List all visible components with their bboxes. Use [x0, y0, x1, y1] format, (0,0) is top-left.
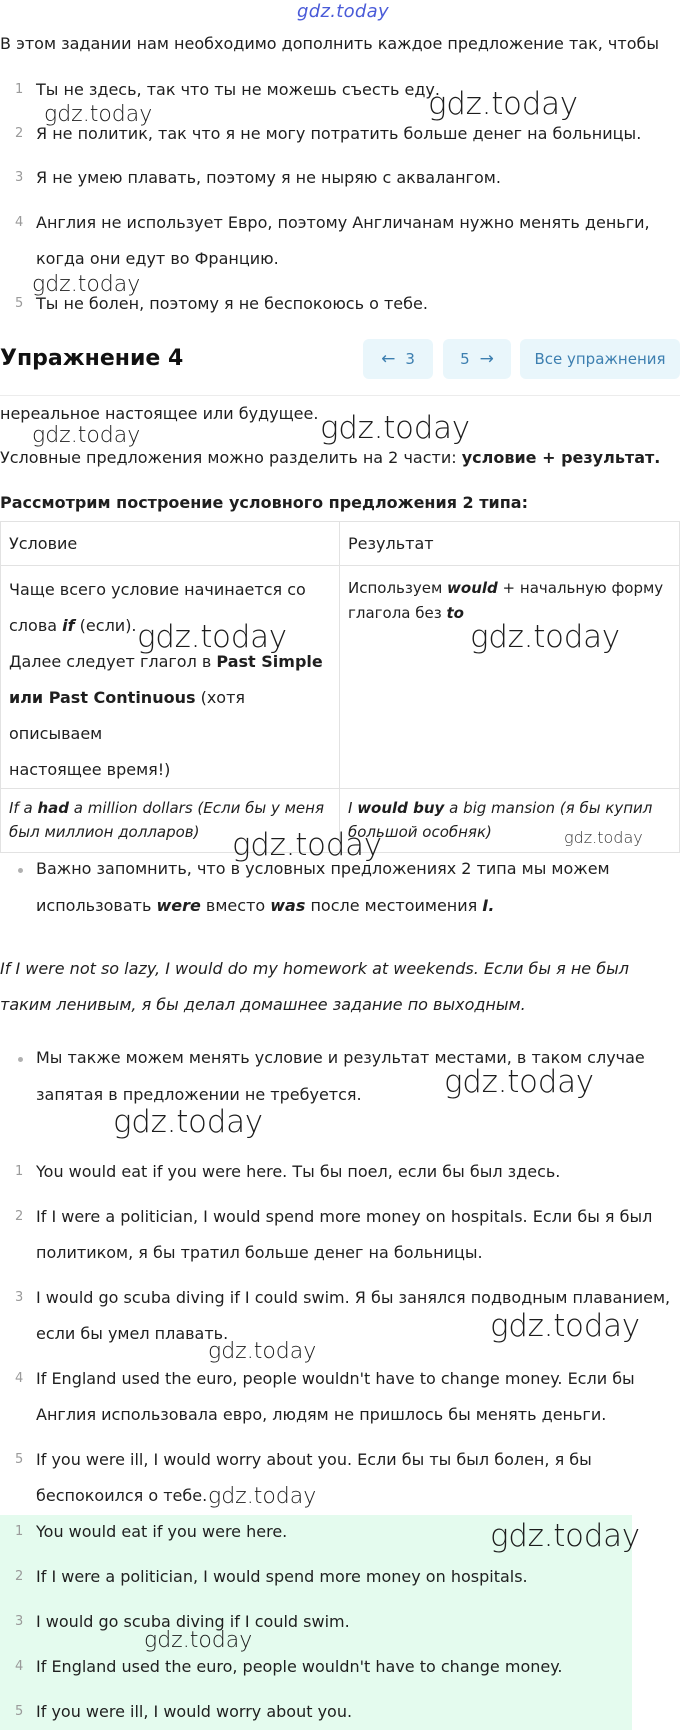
next-exercise-label: 5 [460, 350, 470, 368]
cell-emphasis: would [447, 579, 498, 597]
list-text: If England used the euro, people wouldn't have to change money. Если бы [36, 1369, 635, 1388]
list-text: Я не умею плавать, поэтому я не ныряю с аквалангом. [36, 168, 501, 187]
watermark: gdz.today [113, 1104, 263, 1140]
list-text: Англия использовала евро, людям не пришлось бы менять деньги. [36, 1405, 607, 1424]
theory-line-1: нереальное настоящее или будущее. [0, 404, 319, 423]
exercise-title: Упражнение 4 [0, 346, 184, 371]
bullet-text: запятая в предложении не требуется. [36, 1085, 362, 1104]
list-text: беспокоился о тебе. [36, 1486, 208, 1505]
cell-text: слова [9, 616, 63, 635]
cell-bold: Past Simple [216, 652, 323, 671]
list-text: If you were ill, I would worry about you. Если бы ты был болен, я бы [36, 1450, 592, 1469]
list-number: 1 [15, 82, 24, 97]
bullet-emphasis: I. [482, 896, 495, 915]
list-number: 4 [15, 215, 24, 230]
cell-text: Используем [348, 579, 448, 597]
conditional-table [0, 521, 680, 853]
watermark: gdz.today [564, 828, 643, 847]
watermark: gdz.today [32, 423, 141, 448]
table-cell-result [340, 566, 680, 789]
cell-emphasis: to [446, 604, 464, 622]
list-number: 5 [15, 1704, 24, 1719]
bullet-text-part: после местоимения [305, 896, 483, 915]
list-text: Ты не болен, поэтому я не беспокоюсь о тебе. [36, 294, 428, 313]
list-number: 2 [15, 1209, 24, 1224]
watermark: gdz.today [144, 1628, 253, 1653]
watermark: gdz.today [32, 272, 141, 297]
cell-text: a million dollars (Если бы у меня [68, 799, 324, 817]
watermark: gdz.today [490, 1518, 640, 1554]
list-text: если бы умел плавать. [36, 1324, 229, 1343]
watermark: gdz.today [208, 1339, 317, 1364]
cell-line: был миллион долларов) [9, 823, 200, 841]
theory-line-3: Рассмотрим построение условного предложения 2 типа: [0, 493, 528, 512]
cell-text: + начальную форму [497, 579, 664, 597]
theory-line-2-text: Условные предложения можно разделить на 2 части: [0, 448, 462, 467]
example-text: таким ленивым, я бы делал домашнее задание по выходным. [0, 995, 526, 1014]
bullet-dot [18, 868, 23, 873]
all-exercises-button[interactable] [520, 339, 680, 379]
watermark: gdz.today [44, 102, 153, 127]
list-text: If you were ill, I would worry about you. [36, 1702, 353, 1721]
list-text: If England used the euro, people wouldn't have to change money. [36, 1657, 563, 1676]
all-exercises-label: Все упражнения [534, 350, 666, 368]
theory-line-2-bold: условие + результат. [461, 448, 661, 467]
list-number: 2 [15, 126, 24, 141]
cell-line [348, 796, 671, 820]
list-text: You would eat if you were here. [36, 1522, 288, 1541]
bullet-text-part: использовать [36, 896, 157, 915]
list-number: 5 [15, 1452, 24, 1467]
cell-line: Чаще всего условие начинается со [9, 580, 306, 599]
list-number: 1 [15, 1524, 24, 1539]
list-number: 1 [15, 1164, 24, 1179]
example-text: If I were not so lazy, I would do my homework at weekends. Если бы я не был [0, 959, 629, 978]
list-number: 3 [15, 170, 24, 185]
next-exercise-button[interactable] [443, 339, 511, 379]
list-number: 4 [15, 1659, 24, 1674]
cell-text: (хотя описываем [9, 688, 246, 743]
list-text: If I were a politician, I would spend more money on hospitals. [36, 1567, 528, 1586]
table-row [1, 566, 680, 789]
cell-text: (если). [74, 616, 137, 635]
bullet-dot [18, 1057, 23, 1062]
cell-text: I [348, 799, 358, 817]
watermark: gdz.today [137, 619, 287, 655]
cell-text: глагола без [348, 604, 447, 622]
cell-text: If a [9, 799, 38, 817]
bullet-text [36, 888, 494, 924]
list-text: I would go scuba diving if I could swim. Я бы занялся подводным плаванием, [36, 1288, 671, 1307]
table-cell-condition [1, 566, 340, 789]
cell-text: Далее следует глагол в [9, 652, 217, 671]
bullet-text-part: вместо [200, 896, 271, 915]
cell-line: большой особняк) [348, 823, 492, 841]
watermark: gdz.today [470, 619, 620, 655]
list-number: 2 [15, 1569, 24, 1584]
list-text: Англия не использует Евро, поэтому Англичанам нужно менять деньги, [36, 213, 650, 232]
list-text: I would go scuba diving if I could swim. [36, 1612, 350, 1631]
cell-line [348, 576, 671, 601]
watermark: gdz.today [232, 827, 382, 863]
table-header-condition: Условие [1, 522, 340, 566]
list-text: Я не политик, так что я не могу потратить больше денег на больницы. [36, 124, 642, 143]
watermark: gdz.today [320, 410, 470, 446]
cell-text: a big mansion (я бы купил [444, 799, 653, 817]
cell-line [9, 680, 331, 752]
list-text: Ты не здесь, так что ты не можешь съесть еду. [36, 80, 440, 99]
arrow-left-icon: ← [381, 349, 396, 369]
table-header-result: Результат [340, 522, 680, 566]
intro-text: В этом задании нам необходимо дополнить каждое предложение так, чтобы [0, 34, 659, 53]
list-number: 3 [15, 1614, 24, 1629]
prev-exercise-label: 3 [405, 350, 415, 368]
prev-exercise-button[interactable] [363, 339, 433, 379]
cell-bold: или Past Continuous [9, 688, 196, 707]
arrow-right-icon: → [479, 349, 494, 369]
watermark: gdz.today [490, 1308, 640, 1344]
watermark: gdz.today [428, 86, 578, 122]
watermark: gdz.today [444, 1064, 594, 1100]
bullet-emphasis: were [156, 896, 201, 915]
list-text: политиком, я бы тратил больше денег на больницы. [36, 1243, 483, 1262]
list-number: 5 [15, 296, 24, 311]
bullet-text: Мы также можем менять условие и результат местами, в таком случае [36, 1048, 645, 1067]
list-number: 4 [15, 1371, 24, 1386]
cell-emphasis: if [62, 616, 75, 635]
list-text: If I were a politician, I would spend more money on hospitals. Если бы я был [36, 1207, 653, 1226]
site-watermark-top: gdz.today [297, 1, 389, 22]
cell-line: настоящее время!) [9, 760, 171, 779]
cell-bold: would buy [357, 799, 445, 817]
bullet-text: Важно запомнить, что в условных предложениях 2 типа мы можем [36, 859, 610, 878]
watermark: gdz.today [208, 1484, 317, 1509]
cell-bold: had [37, 799, 69, 817]
list-text: когда они едут во Францию. [36, 249, 279, 268]
table-row [1, 522, 680, 566]
list-text: You would eat if you were here. Ты бы поел, если бы был здесь. [36, 1162, 561, 1181]
cell-line [9, 796, 331, 820]
list-number: 3 [15, 1290, 24, 1305]
bullet-emphasis: was [270, 896, 306, 915]
